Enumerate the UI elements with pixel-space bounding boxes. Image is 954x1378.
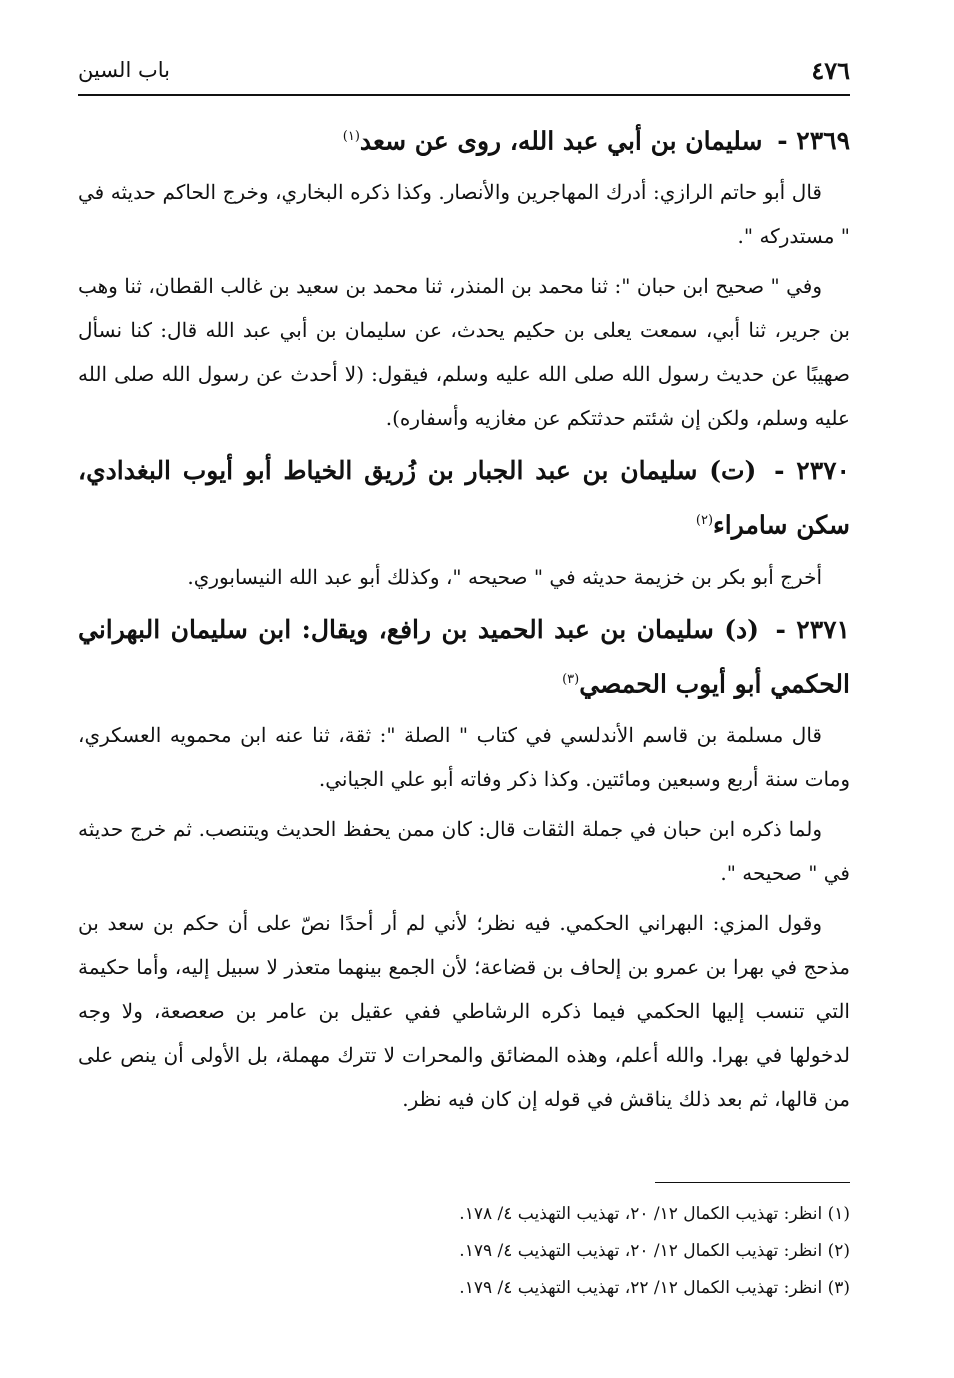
footnote-marker: (٣) <box>562 671 580 687</box>
running-title: باب السين <box>78 58 170 82</box>
paragraph: أخرج أبو بكر بن خزيمة حديثه في " صحيحه "، وكذلك أبو عبد الله النيسابوري. <box>187 564 822 589</box>
entry-title: (د) سليمان بن عبد الحميد بن رافع، ويقال: ابن سليمان البهراني الحكمي أبو أيوب الحمصي <box>78 614 850 698</box>
paragraph: وقول المزي: البهراني الحكمي. فيه نظر؛ لأني لم أر أحدًا نصّ على أن حكم بن سعد بن مذحج في بهرا بن عمرو بن إلحاف بن قضاعة؛ لأن الجمع بينهما متعذر لا سبيل إليه، وأما حكيمة التي تنسب إليها الحكمي فيما ذكره الرشاطي ففي عقيل بن عامر بن صعصعة، ولا وجه لدخولها في بهرا. والله أعلم، وهذه المضائق والمحرات لا تترك مهملة، بل الأولى أن ينص على من قالها، ثم بعد ذلك يناقش في قوله إن كان فيه نظر. <box>78 910 850 1111</box>
entry-2370 <box>78 446 850 598</box>
entry-number: ٢٣٧١ - <box>775 614 850 644</box>
footnote-marker: (١) <box>342 129 360 144</box>
page-number: ٤٧٦ <box>811 56 850 85</box>
paragraph: قال أبو حاتم الرازي: أدرك المهاجرين والأنصار. وكذا ذكره البخاري، وخرج الحاكم حديثه في " مستدركه ". <box>78 180 850 249</box>
entry-heading <box>78 605 850 709</box>
page-header <box>78 52 850 96</box>
footnotes <box>78 1196 850 1307</box>
footnote-marker: (٢) <box>695 513 714 529</box>
paragraph: وفي " صحيح ابن حبان ": ثنا محمد بن المنذر، ثنا محمد بن سعيد بن غالب القطان، ثنا وهب بن جرير، ثنا أبي، سمعت يعلى بن حكيم يحدث، عن سليمان بن أبي عبد الله قال: كنا نسأل صهيبًا عن حديث رسول الله صلى الله عليه وسلم، فيقول: (لا أحدث عن رسول الله صلى الله عليه وسلم، ولكن إن شئتم حدثتكم عن مغازيه وأسفاره). <box>78 274 850 431</box>
entry-2369 <box>78 112 850 440</box>
entry-heading <box>78 112 850 166</box>
entry-title: سليمان بن أبي عبد الله، روى عن سعد <box>359 126 763 156</box>
entry-heading <box>78 446 850 550</box>
footnote-3: (٣) انظر: تهذيب الكمال ١٢/ ٢٢، تهذيب التهذيب ٤/ ١٧٩. <box>459 1278 850 1298</box>
page-body <box>78 112 850 1127</box>
entry-number: ٢٣٦٩ - <box>777 126 850 156</box>
entry-title: (ت) سليمان بن عبد الجبار بن زُريق الخياط أبو أيوب البغدادي، سكن سامراء <box>78 456 850 540</box>
footnote-2: (٢) انظر: تهذيب الكمال ١٢/ ٢٠، تهذيب التهذيب ٤/ ١٧٩. <box>459 1241 850 1261</box>
footnote-1: (١) انظر: تهذيب الكمال ١٢/ ٢٠، تهذيب التهذيب ٤/ ١٧٨. <box>459 1204 850 1224</box>
paragraph: ولما ذكره ابن حبان في جملة الثقات قال: كان ممن يحفظ الحديث ويتنصب. ثم خرج حديثه في " صحيحه ". <box>78 816 850 885</box>
entry-2371 <box>78 605 850 1121</box>
footnote-divider <box>655 1182 850 1183</box>
paragraph: قال مسلمة بن قاسم الأندلسي في كتاب " الصلة ": ثقة، ثنا عنه ابن محمويه العسكري، ومات سنة أربع وسبعين ومائتين. وكذا ذكر وفاته أبو علي الجياني. <box>78 722 850 791</box>
entry-number: ٢٣٧٠ - <box>774 456 850 486</box>
